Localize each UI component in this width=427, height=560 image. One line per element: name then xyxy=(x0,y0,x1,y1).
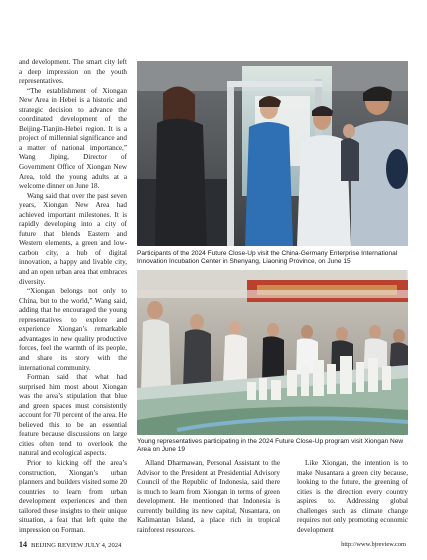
photo-credit: XINHUA xyxy=(405,265,410,281)
xiongan-visit-photo xyxy=(137,270,408,435)
top-photo-caption: Participants of the 2024 Future Close-Up visit the China-Germany Enterprise International Innovation Incubation Center in Shenyang, Liaoning Province, on June 15 xyxy=(137,250,398,266)
page-footer-left xyxy=(19,540,121,549)
paragraph: “Xiongan belongs not only to China, but to the world,” Wang said, adding that he encouraged the young representatives to explore and experience Xiongan’s remarkable advantages in new quality productive forces, feel the warmth of its people, and share its story with the international community. xyxy=(19,287,127,372)
paragraph: Prior to kicking off the area’s construction, Xiongan’s urban planners and builders visited some 20 countries to learn from urban development experiences and then tailored these insights to their unique situation, a feat that left quite the impression on Forman. xyxy=(19,458,127,534)
middle-article-column xyxy=(137,459,280,535)
paragraph: and development. The smart city left a deep impression on the youth representatives. xyxy=(19,58,127,86)
paragraph: Forman said that what had surprised him most about Xiongan was the area’s stipulation that blue and green spaces must consistently account for 70 percent of the area. He believed this to be an essential feature because discussions on large cities often tend to overlook the natural and ecological aspects. xyxy=(19,373,127,458)
paragraph: “The establishment of Xiongan New Area in Hebei is a historic and strategic decision to advance the coordinated development of the Beijing-Tianjin-Hebei region. It is a project of millennial significance and a matter of national importance,” Wang Jiping, Director of Government Office of Xiongan New Area, told the young adults at a welcome dinner on June 18. xyxy=(19,86,127,191)
website-url[interactable]: http://www.bjreview.com xyxy=(341,541,406,548)
paragraph: Alland Dharmawan, Personal Assistant to the Advisor to the President at Presidential Advisory Council of the Republic of Indonesia, said there is much to learn from Xiongan in terms of green development. He mentioned that Indonesia is currently building its new capital, Nusantara, on Kalimantan Island, a place rich in tropical rainforest resources. xyxy=(137,459,280,534)
right-article-column xyxy=(297,459,408,535)
page-number: 14 xyxy=(19,540,27,549)
left-article-column xyxy=(19,58,127,535)
bottom-photo-caption: Young representatives participating in the 2024 Future Close-Up program visit Xiongan New Area on June 19 xyxy=(137,438,404,454)
paragraph: Wang said that over the past seven years, Xiongan New Area had achieved important milestones. It is rapidly developing into a city of future that blends Eastern and Western elements, a green and low-carbon city, a hub of digital innovation, a happy and livable city, and an open urban area that embraces diversity. xyxy=(19,191,127,286)
incubation-center-photo xyxy=(137,61,408,246)
publication-line: BEIJING REVIEW JULY 4, 2024 xyxy=(31,542,122,549)
paragraph: Like Xiongan, the intention is to make Nusantara a green city because, looking to the future, the greening of cities is the direction every country aspires to. Addressing global challenges such as climate change requires not only promoting economic development xyxy=(297,459,408,534)
